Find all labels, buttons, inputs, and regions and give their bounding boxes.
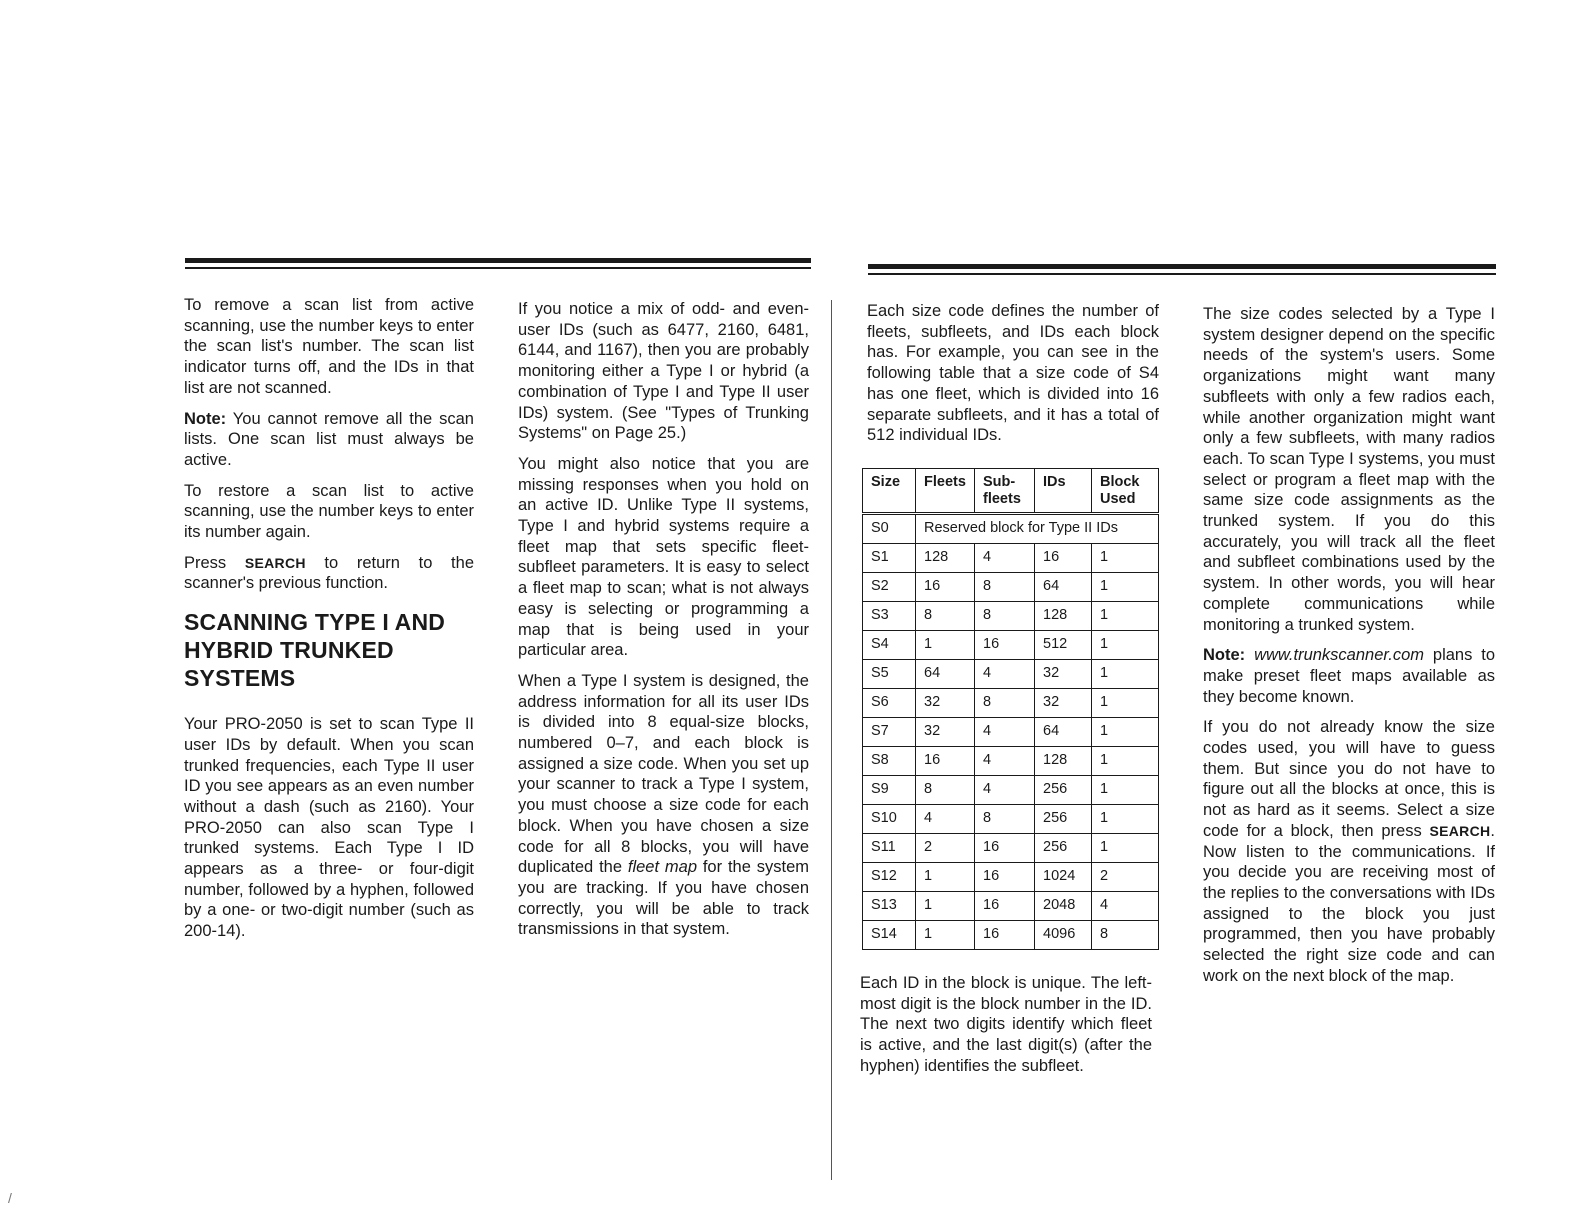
table-cell: 128: [1035, 602, 1092, 631]
table-cell: S6: [863, 689, 916, 718]
table-cell: 32: [916, 718, 975, 747]
note-text: You cannot remove all the scan lists. One scan list must always be active.: [184, 409, 474, 469]
table-cell: 16: [916, 747, 975, 776]
table-cell: 1: [1092, 776, 1159, 805]
table-cell: 4: [975, 747, 1035, 776]
column-header: Block Used: [1092, 469, 1159, 514]
table-row: [863, 718, 1159, 747]
table-cell: 4: [1092, 892, 1159, 921]
table-row: [863, 892, 1159, 921]
website-url: www.trunkscanner.com: [1254, 646, 1425, 665]
right-page-column-2: [1203, 304, 1495, 997]
table-row: [863, 631, 1159, 660]
table-cell: 4: [975, 544, 1035, 573]
table-row: [863, 776, 1159, 805]
table-cell: 16: [975, 834, 1035, 863]
right-page-column-1: [867, 301, 1159, 456]
table-cell: 2048: [1035, 892, 1092, 921]
table-cell: 4096: [1035, 921, 1092, 950]
paragraph: Each ID in the block is unique. The left-most digit is the block number in the ID. The next two digits identify which fleet is active, and the last digit(s) (after the hyphen) identifies the subfleet.: [860, 974, 1152, 1075]
note-label: Note:: [1203, 646, 1246, 665]
paragraph: Your PRO-2050 is set to scan Type II user IDs by default. When you scan trunked frequencies, each Type II user ID you see appears as an even number without a dash (such as 2160). Your PRO-2050 can also scan Type I trunked systems. Each Type I ID appears as a three- or four-digit number, followed by a hyphen, followed by a one- or two-digit number (such as 200-14).: [184, 715, 474, 941]
note-paragraph: [1203, 645, 1495, 707]
table-cell: 1: [1092, 834, 1159, 863]
note-paragraph: [184, 409, 474, 471]
table-cell: S13: [863, 892, 916, 921]
table-cell: 1: [1092, 689, 1159, 718]
table-cell: 4: [916, 805, 975, 834]
table-row: [863, 805, 1159, 834]
table-cell: 8: [1092, 921, 1159, 950]
table-cell: 128: [1035, 747, 1092, 776]
table-cell: 4: [975, 660, 1035, 689]
scan-mark: /: [8, 1190, 12, 1206]
paragraph: You might also notice that you are missing responses when you hold on an active ID. Unlike Type II systems, Type I and hybrid systems require a fleet map that sets specific fleet-subfleet parameters. It is easy to select a fleet map to scan; what is not always easy is selecting or programming a map that is being used in your particular area.: [518, 454, 809, 660]
table-cell: S14: [863, 921, 916, 950]
table-cell: S10: [863, 805, 916, 834]
table-cell: S9: [863, 776, 916, 805]
size-code-table: [862, 468, 1159, 950]
section-heading: SCANNING TYPE I AND HYBRID TRUNKED SYSTEMS: [184, 609, 446, 692]
paragraph: Each size code defines the number of fleets, subfleets, and IDs each block has. For example, you can see in the following table that a size code of S4 has one fleet, which is divided into 16 separate subfleets, and it has a total of 512 individual IDs.: [867, 302, 1159, 445]
table-cell: 8: [916, 776, 975, 805]
table-row: [863, 544, 1159, 573]
table-cell: 1: [1092, 718, 1159, 747]
table-cell: 8: [916, 602, 975, 631]
paragraph: To restore a scan list to active scanning, use the number keys to enter its number again.: [184, 481, 474, 542]
left-page-column-2: [518, 299, 809, 950]
table-cell: 256: [1035, 805, 1092, 834]
table-cell: 512: [1035, 631, 1092, 660]
table-cell: Reserved block for Type II IDs: [916, 514, 1159, 544]
paragraph: [1203, 717, 1495, 986]
column-header: Sub-fleets: [975, 469, 1035, 514]
table-cell: 8: [975, 602, 1035, 631]
text-span: plans to make preset fleet maps available as they become known.: [1203, 646, 1495, 706]
table-row: [863, 573, 1159, 602]
table-cell: 128: [916, 544, 975, 573]
table-cell: 64: [1035, 573, 1092, 602]
table-row: [863, 921, 1159, 950]
paragraph: If you notice a mix of odd- and even-user IDs (such as 6477, 2160, 6481, 6144, and 1167), then you are probably monitoring either a Type I or hybrid (a combination of Type I and Type II user IDs) system. (See "Types of Trunking Systems" on Page 25.): [518, 300, 809, 443]
text-span: Press: [184, 553, 245, 572]
text-span: . Now listen to the communications. If you decide you are receiving most of the replies to the conversations with IDs assigned to the block you just programmed, then you have probably selected the right size code and can work on the next block of the map.: [1203, 821, 1495, 985]
emphasis: fleet map: [627, 858, 697, 877]
right-page-column-1-lower: [860, 973, 1152, 1087]
table-cell: 8: [975, 573, 1035, 602]
table-cell: 1: [1092, 660, 1159, 689]
text-span: to return to the scanner's previous function.: [184, 553, 474, 593]
text-span: When a Type I system is designed, the address information for all its user IDs is divided into 8 equal-size blocks, numbered 0–7, and each block is assigned a size code. When you set up your scanner to track a Type I system, you must choose a size code for each block. When you have chosen a size code for all 8 blocks, you will have duplicated the: [518, 671, 809, 877]
table-cell: 16: [975, 921, 1035, 950]
column-header: Size: [863, 469, 916, 514]
table-cell: S11: [863, 834, 916, 863]
table-header-row: [863, 469, 1159, 514]
table-cell: 256: [1035, 776, 1092, 805]
table-cell: 2: [916, 834, 975, 863]
table-cell: 16: [1035, 544, 1092, 573]
table-cell: 1024: [1035, 863, 1092, 892]
table-cell: 32: [1035, 689, 1092, 718]
paragraph: [184, 553, 474, 594]
table-cell: 1: [916, 863, 975, 892]
table-row: [863, 689, 1159, 718]
table-cell: 64: [1035, 718, 1092, 747]
table-cell: 1: [1092, 805, 1159, 834]
column-header: Fleets: [916, 469, 975, 514]
note-label: Note:: [184, 409, 227, 428]
table-cell: S8: [863, 747, 916, 776]
column-header: IDs: [1035, 469, 1092, 514]
left-page-header-rule: [185, 258, 811, 270]
right-page-header-rule: [868, 264, 1496, 276]
table-cell: 1: [1092, 602, 1159, 631]
table-cell: 4: [975, 776, 1035, 805]
table-cell: 16: [975, 863, 1035, 892]
table-cell: 16: [975, 892, 1035, 921]
table-row: [863, 602, 1159, 631]
table-cell: 8: [975, 805, 1035, 834]
table-row: [863, 660, 1159, 689]
page-gutter-line: [831, 300, 832, 1180]
text-span: for the system you are tracking. If you have chosen correctly, you will be able to track transmissions in that system.: [518, 858, 809, 939]
table-cell: 1: [1092, 573, 1159, 602]
text-span: If you do not already know the size codes used, you will have to guess them. But since you do not have to figure out all the blocks at once, this is not as hard as it seems. Select a size code for a block, then press: [1203, 718, 1495, 840]
table-cell: 32: [916, 689, 975, 718]
table-cell: 1: [916, 892, 975, 921]
paragraph: [518, 671, 809, 940]
table-row: [863, 863, 1159, 892]
table-cell: 16: [975, 631, 1035, 660]
table-cell: 32: [1035, 660, 1092, 689]
table-cell: 8: [975, 689, 1035, 718]
paragraph: The size codes selected by a Type I system designer depend on the specific needs of the system's users. Some organizations might want many subfleets with only a few radios each, while another organization might want only a few subfleets, with many radios each. To scan Type I systems, you must select or program a fleet map with the same size code assignments as the trunked system. If you do this accurately, you will track all the fleet and subfleet combinations used by the system. In other words, you will hear complete communications while monitoring a trunked system.: [1203, 305, 1495, 634]
table-cell: 1: [916, 631, 975, 660]
table-row: [863, 514, 1159, 544]
table-cell: S4: [863, 631, 916, 660]
table-cell: S1: [863, 544, 916, 573]
table-cell: S0: [863, 514, 916, 544]
table-cell: 1: [1092, 631, 1159, 660]
table-row: [863, 747, 1159, 776]
table-cell: S5: [863, 660, 916, 689]
table-cell: 4: [975, 718, 1035, 747]
search-key-label: SEARCH: [1429, 822, 1491, 839]
left-page-column-1: [184, 295, 474, 952]
search-key-label: SEARCH: [244, 554, 306, 571]
table-cell: 1: [916, 921, 975, 950]
table-cell: 2: [1092, 863, 1159, 892]
table-cell: S7: [863, 718, 916, 747]
paragraph: To remove a scan list from active scanning, use the number keys to enter the scan list's number. The scan list indicator turns off, and the IDs in that list are not scanned.: [184, 296, 474, 397]
table-cell: S2: [863, 573, 916, 602]
table-cell: 16: [916, 573, 975, 602]
table-cell: 64: [916, 660, 975, 689]
table-cell: S12: [863, 863, 916, 892]
table-row: [863, 834, 1159, 863]
table-cell: S3: [863, 602, 916, 631]
table-cell: 256: [1035, 834, 1092, 863]
table-cell: 1: [1092, 544, 1159, 573]
table-cell: 1: [1092, 747, 1159, 776]
